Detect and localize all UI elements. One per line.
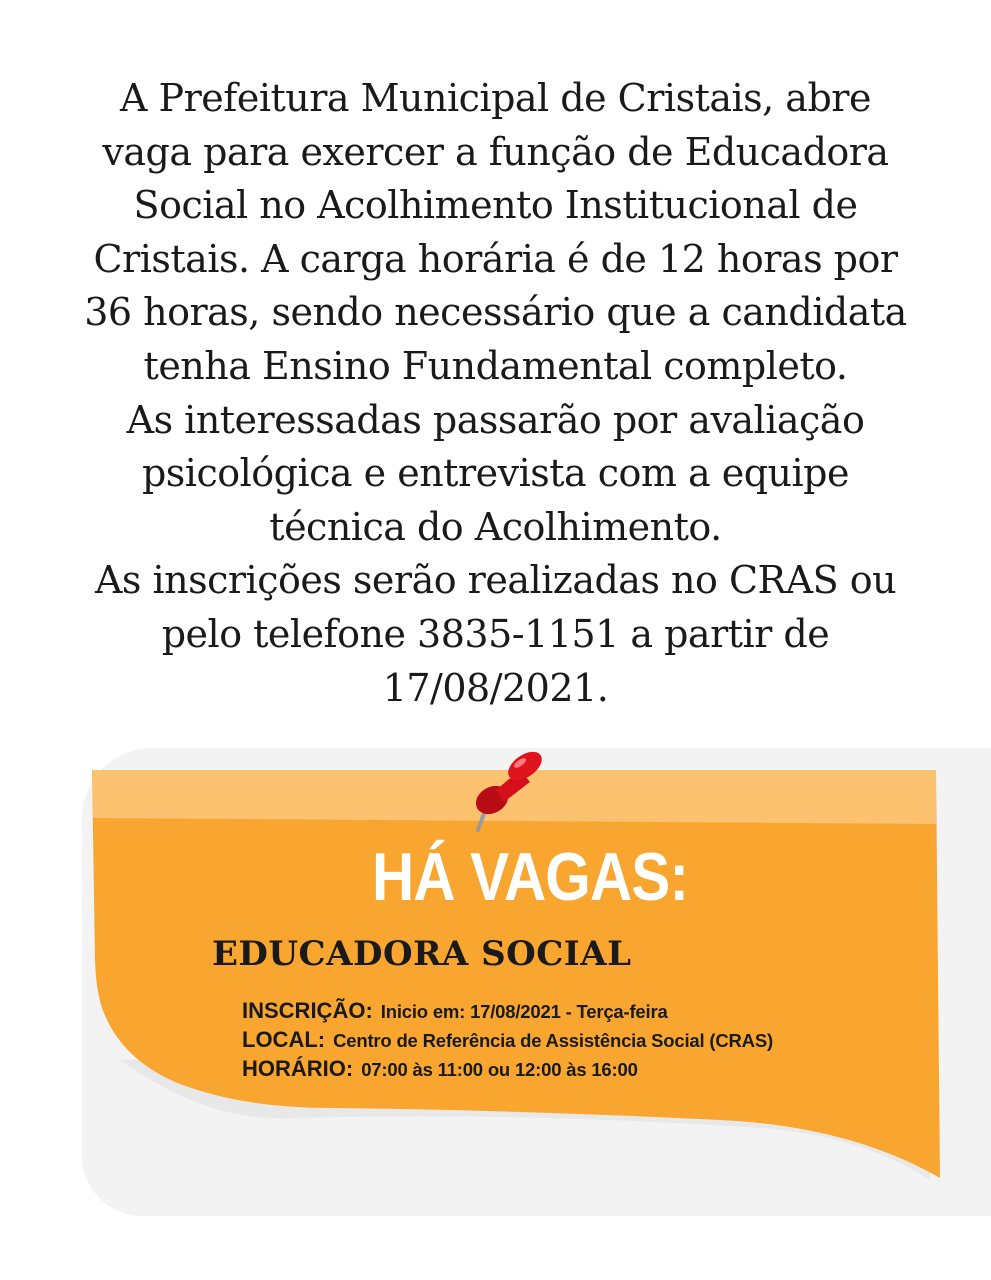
info-row-schedule: [242, 1054, 773, 1083]
announcement-line: técnica do Acolhimento.: [269, 504, 722, 549]
announcement-line: As interessadas passarão por avaliação: [126, 397, 865, 442]
info-label: LOCAL:: [242, 1027, 326, 1052]
info-label: INSCRIÇÃO:: [242, 998, 373, 1023]
info-value: Inicio em: 17/08/2021 - Terça-feira: [380, 1001, 668, 1022]
announcement-line: tenha Ensino Fundamental completo.: [143, 343, 848, 388]
info-value: Centro de Referência de Assistência Social (CRAS): [333, 1030, 773, 1051]
announcement-line: vaga para exercer a função de Educadora: [102, 129, 889, 174]
vacancy-info: [242, 996, 773, 1083]
announcement-line: 17/08/2021.: [382, 665, 609, 710]
vacancies-title: HÁ VAGAS:: [372, 839, 689, 915]
info-row-location: [242, 1025, 773, 1054]
announcement-line: As inscrições serão realizadas no CRAS ou: [94, 558, 897, 603]
announcement-line: Social no Acolhimento Institucional de: [133, 183, 858, 228]
role-title: EDUCADORA SOCIAL: [212, 934, 632, 974]
info-label: HORÁRIO:: [242, 1056, 354, 1081]
info-value: 07:00 às 11:00 ou 12:00 às 16:00: [361, 1059, 638, 1080]
announcement-line: 36 horas, sendo necessário que a candidata: [84, 290, 907, 335]
announcement-line: psicológica e entrevista com a equipe: [141, 451, 849, 496]
info-row-registration: [242, 996, 773, 1025]
announcement-line: pelo telefone 3835-1151 a partir de: [161, 611, 830, 656]
announcement-line: A Prefeitura Municipal de Cristais, abre: [120, 76, 871, 120]
announcement-line: Cristais. A carga horária é de 12 horas por: [93, 236, 898, 281]
